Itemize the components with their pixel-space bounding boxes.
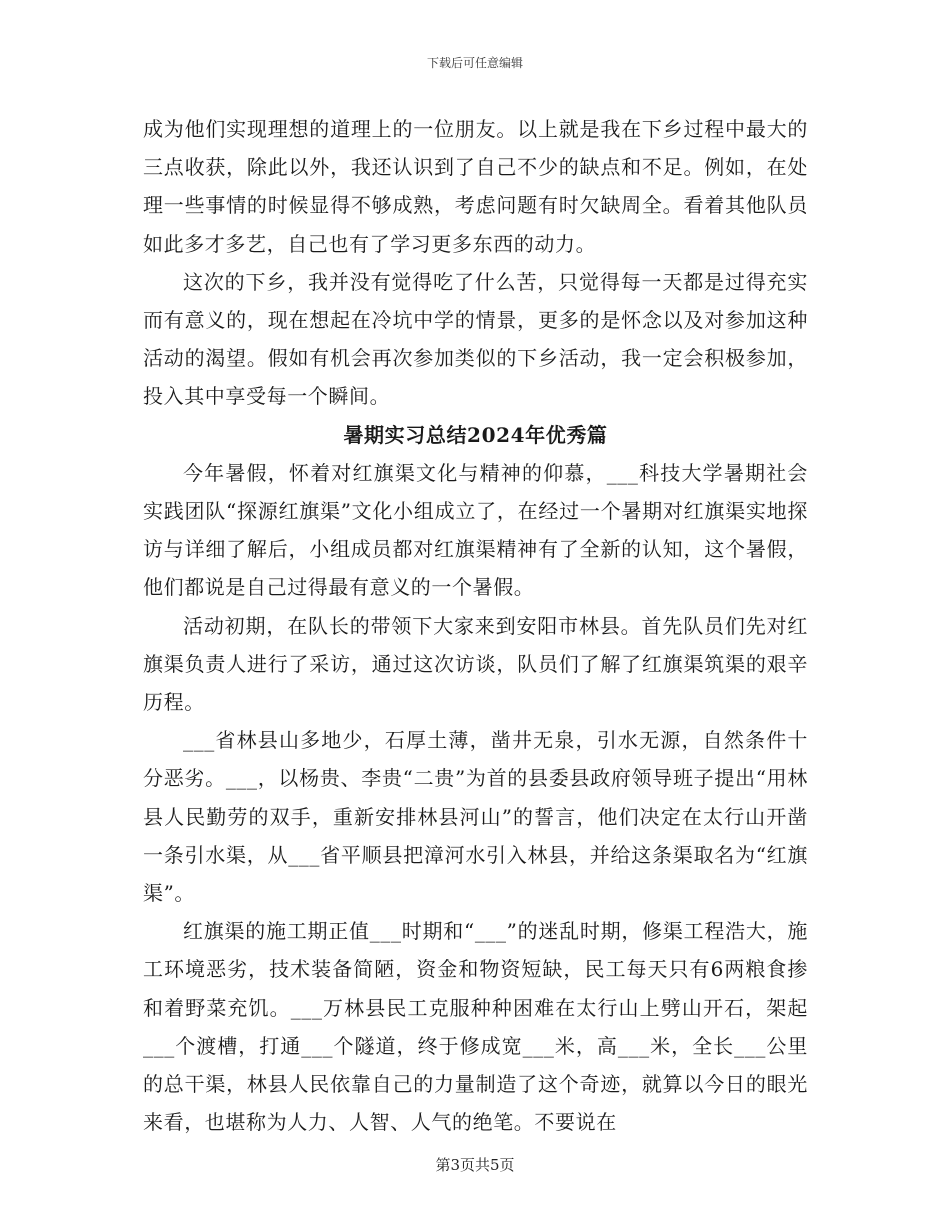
section-heading: 暑期实习总结2024年优秀篇 <box>343 422 608 447</box>
paragraph-5: ___省林县山多地少，石厚土薄，凿井无泉，引水无源，自然条件十分恶劣。___，以杨贵、李贵“二贵”为首的县委县政府领导班子提出“用林县人民勤劳的双手，重新安排林县河山”的誓言，他们决定在太行山开凿一条引水渠，从___省平顺县把漳河水引入林县，并给这条渠取名为“红旗渠”。 <box>143 728 808 906</box>
paragraph-3: 今年暑假，怀着对红旗渠文化与精神的仰慕，___科技大学暑期社会实践团队“探源红旗渠”文化小组成立了，在经过一个暑期对红旗渠实地探访与详细了解后，小组成员都对红旗渠精神有了全新的认知，这个暑假，他们都说是自己过得最有意义的一个暑假。 <box>143 460 808 600</box>
paragraph-2: 这次的下乡，我并没有觉得吃了什么苦，只觉得每一天都是过得充实而有意义的，现在想起在冷坑中学的情景，更多的是怀念以及对参加这种活动的渴望。假如有机会再次参加类似的下乡活动，我一定会积极参加，投入其中享受每一个瞬间。 <box>143 269 808 409</box>
paragraph-1: 成为他们实现理想的道理上的一位朋友。以上就是我在下乡过程中最大的三点收获，除此以外，我还认识到了自己不少的缺点和不足。例如，在处理一些事情的时候显得不够成熟，考虑问题有时欠缺周全。看着其他队员如此多才多艺，自己也有了学习更多东西的动力。 <box>143 117 808 256</box>
paragraph-6: 红旗渠的施工期正值___时期和“___”的迷乱时期，修渠工程浩大，施工环境恶劣，技术装备简陋，资金和物资短缺，民工每天只有6两粮食掺和着野菜充饥。___万林县民工克服种种困难在太行山上劈山开石，架起___个渡槽，打通___个隧道，终于修成宽___米，高___米，全长___公里的总干渠，林县人民依靠自己的力量制造了这个奇迹，就算以今日的眼光来看，也堪称为人力、人智、人气的绝笔。不要说在 <box>143 919 808 1135</box>
document-body <box>143 110 808 1141</box>
page-header: 下载后可任意编辑 <box>426 56 523 70</box>
paragraph-4: 活动初期，在队长的带领下大家来到安阳市林县。首先队员们先对红旗渠负责人进行了采访，通过这次访谈，队员们了解了红旗渠筑渠的艰辛历程。 <box>143 613 808 715</box>
page-number: 第3页共5页 <box>435 1156 515 1174</box>
